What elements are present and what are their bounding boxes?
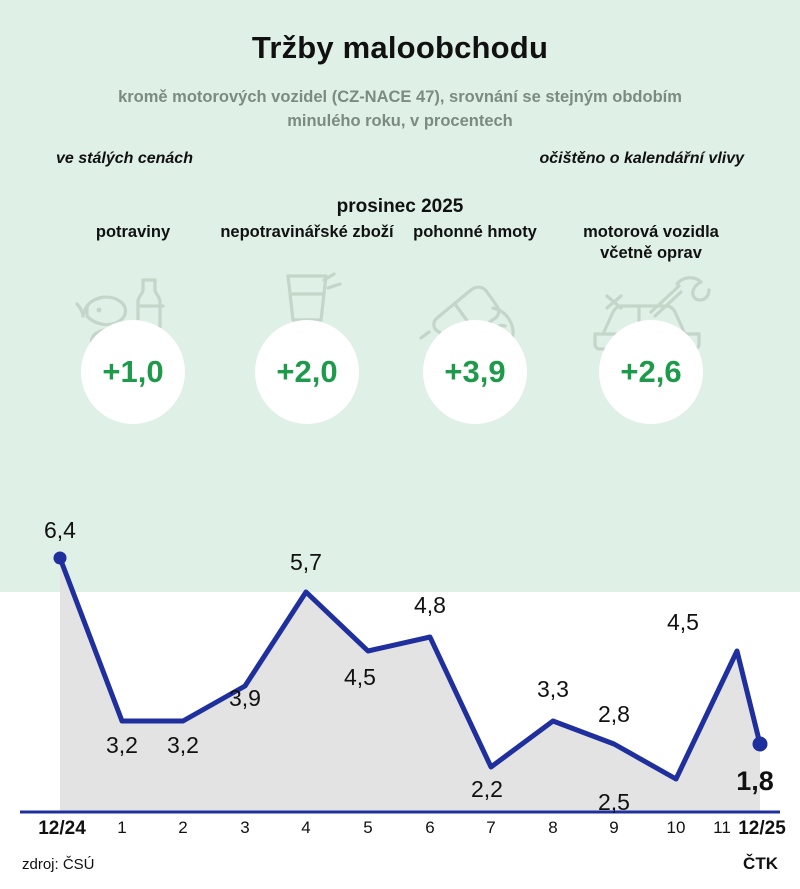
x-tick: 1 xyxy=(117,818,127,837)
x-axis xyxy=(0,818,800,852)
x-tick: 10 xyxy=(666,818,686,837)
x-tick: 8 xyxy=(548,818,558,837)
category-label: potraviny xyxy=(95,223,171,241)
line-chart xyxy=(0,500,800,830)
data-label: 3,2 xyxy=(106,732,138,758)
category-card-nepotravinarske-zbozi xyxy=(216,222,398,424)
category-card-motorova-vozidla xyxy=(560,222,742,424)
data-label: 3,2 xyxy=(167,732,199,758)
x-tick: 5 xyxy=(363,818,373,837)
chart-area-fill xyxy=(60,558,760,812)
x-tick: 12/24 xyxy=(38,818,86,839)
category-label: pohonné hmoty xyxy=(413,223,537,241)
data-label: 2,8 xyxy=(598,701,630,727)
chart-start-marker xyxy=(54,552,67,565)
data-label: 4,5 xyxy=(667,609,699,635)
period-label: prosinec 2025 xyxy=(336,196,464,217)
data-label: 4,8 xyxy=(414,592,446,618)
x-tick: 3 xyxy=(240,818,250,837)
category-value: +1,0 xyxy=(81,320,185,424)
page-subtitle: kromě motorových vozidel (CZ-NACE 47), srovnání se stejným obdobím minulého roku, v procentech xyxy=(118,88,682,130)
data-label: 5,7 xyxy=(290,549,322,575)
chart-end-marker xyxy=(753,737,768,752)
category-card-potraviny xyxy=(42,222,224,424)
data-label: 3,3 xyxy=(537,676,569,702)
category-label: motorová vozidla včetně oprav xyxy=(583,223,719,263)
x-tick: 9 xyxy=(609,818,619,837)
credit-label: ČTK xyxy=(743,854,778,873)
category-value: +3,9 xyxy=(423,320,527,424)
category-value: +2,6 xyxy=(599,320,703,424)
category-card-pohonne-hmoty xyxy=(384,222,566,424)
x-tick: 2 xyxy=(178,818,188,837)
x-tick: 7 xyxy=(486,818,496,837)
x-tick: 12/25 xyxy=(738,818,786,839)
data-label: 4,5 xyxy=(344,664,376,690)
category-value: +2,0 xyxy=(255,320,359,424)
x-tick: 4 xyxy=(301,818,311,837)
data-label: 3,9 xyxy=(229,685,261,711)
category-label: nepotravinářské zboží xyxy=(220,223,394,241)
source-label: zdroj: ČSÚ xyxy=(22,856,95,873)
data-label: 2,5 xyxy=(598,789,630,815)
data-label: 2,2 xyxy=(471,776,503,802)
x-tick: 11 xyxy=(713,818,731,837)
x-tick: 6 xyxy=(425,818,435,837)
note-constant-prices: ve stálých cenách xyxy=(56,150,193,167)
note-calendar-adjusted: očištěno o kalendářní vlivy xyxy=(539,150,744,167)
page-title: Tržby maloobchodu xyxy=(251,30,549,65)
data-label: 1,8 xyxy=(736,766,774,796)
data-label: 6,4 xyxy=(44,517,76,543)
